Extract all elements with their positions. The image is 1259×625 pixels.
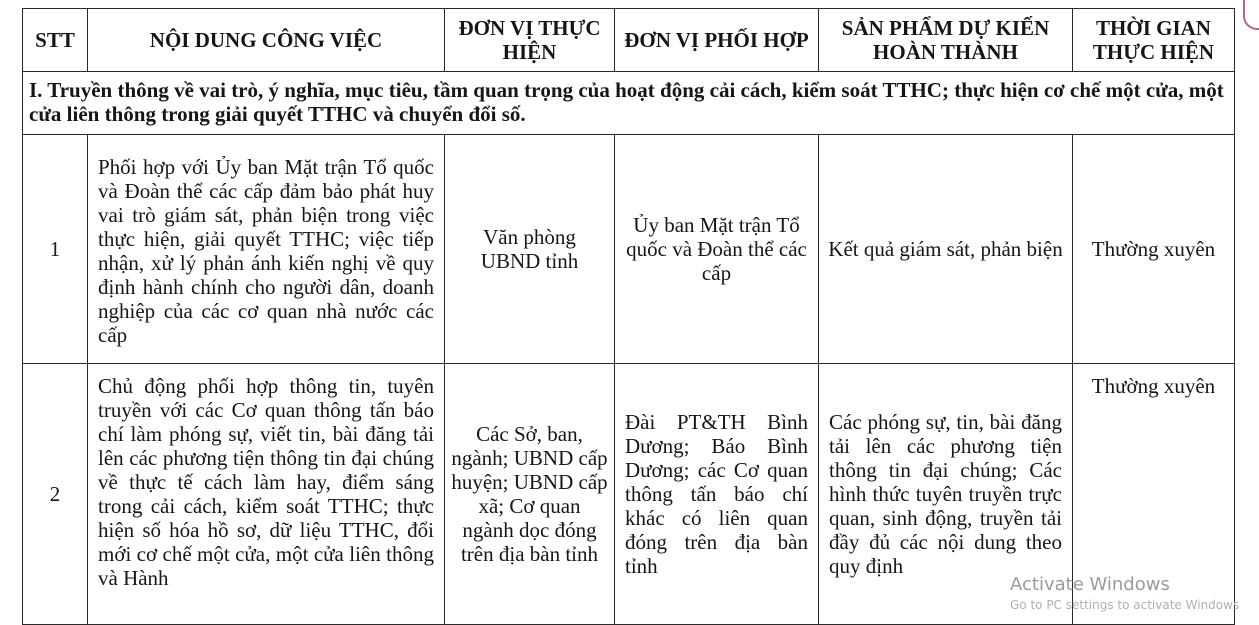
row-product: Kết quả giám sát, phản biện: [819, 135, 1073, 364]
header-stt: STT: [23, 9, 88, 72]
header-product: SẢN PHẨM DỰ KIẾN HOÀN THÀNH: [819, 9, 1073, 72]
activate-windows-subtitle: Go to PC settings to activate Windows: [1010, 598, 1240, 612]
row-coop: Ủy ban Mặt trận Tổ quốc và Đoàn thể các cấp: [615, 135, 819, 364]
row-content: Chủ động phối hợp thông tin, tuyên truyền với các Cơ quan thông tấn báo chí làm phóng sự, viết tin, bài đăng tải lên các phương tiện thông tin đại chúng về thực tế cách làm hay, điểm sáng trong cải cách, kiểm soát TTHC; thực hiện số hóa hồ sơ, dữ liệu TTHC, đổi mới cơ chế một cửa, một cửa liên thông và Hành: [88, 364, 445, 625]
header-coop: ĐƠN VỊ PHỐI HỢP: [615, 9, 819, 72]
row-time: Thường xuyên: [1073, 135, 1235, 364]
table-header-row: [23, 9, 1235, 72]
table-row: [23, 135, 1235, 364]
activate-windows-watermark: Activate Windows: [1010, 574, 1170, 595]
row-stt: 2: [23, 364, 88, 625]
stamp-edge-decoration: [1243, 0, 1259, 30]
header-unit: ĐƠN VỊ THỰC HIỆN: [445, 9, 615, 72]
row-time: Thường xuyên: [1073, 364, 1235, 625]
row-product: Các phóng sự, tin, bài đăng tải lên các phương tiện thông tin đại chúng; Các hình thức tuyên truyền trực quan, sinh động, truyền tải đầy đủ các nội dung theo quy định: [819, 364, 1073, 625]
row-unit: Văn phòng UBND tỉnh: [445, 135, 615, 364]
section-title: I. Truyền thông về vai trò, ý nghĩa, mục tiêu, tầm quan trọng của hoạt động cải cách, kiểm soát TTHC; thực hiện cơ chế một cửa, một cửa liên thông trong giải quyết TTHC và chuyển đổi số.: [23, 72, 1235, 135]
row-stt: 1: [23, 135, 88, 364]
row-content: Phối hợp với Ủy ban Mặt trận Tổ quốc và Đoàn thể các cấp đảm bảo phát huy vai trò giám sát, phản biện trong việc thực hiện, giải quyết TTHC; việc tiếp nhận, xử lý phản ánh kiến nghị về quy định hành chính cho người dân, doanh nghiệp của các cơ quan nhà nước các cấp: [88, 135, 445, 364]
row-coop: Đài PT&TH Bình Dương; Báo Bình Dương; các Cơ quan thông tấn báo chí khác có liên quan đóng trên địa bàn tỉnh: [615, 364, 819, 625]
section-row: [23, 72, 1235, 135]
work-plan-table: [22, 8, 1235, 625]
header-time: THỜI GIAN THỰC HIỆN: [1073, 9, 1235, 72]
header-content: NỘI DUNG CÔNG VIỆC: [88, 9, 445, 72]
row-unit: Các Sở, ban, ngành; UBND cấp huyện; UBND cấp xã; Cơ quan ngành dọc đóng trên địa bàn tỉnh: [445, 364, 615, 625]
